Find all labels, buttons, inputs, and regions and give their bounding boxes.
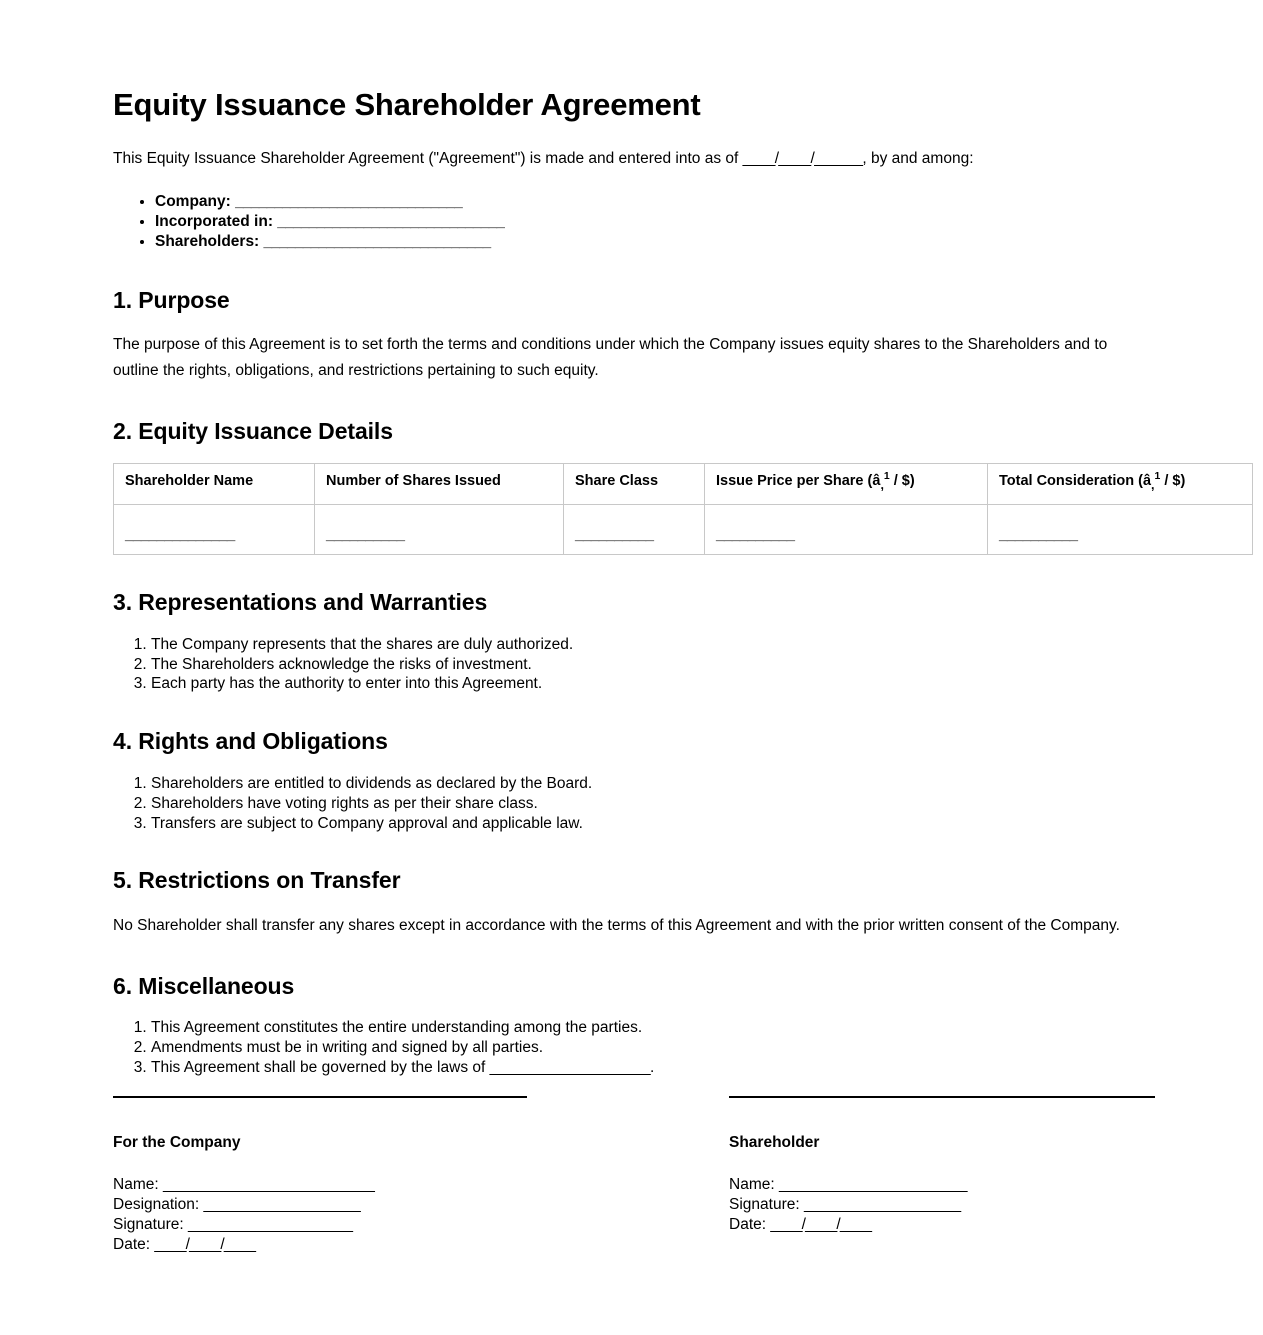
cell-issue-price xyxy=(705,505,988,555)
list-item-incorporated-in xyxy=(155,212,1150,232)
cell-number-of-shares xyxy=(315,505,564,555)
cell-issue-price-blank[interactable]: __________ xyxy=(716,526,795,544)
party-list xyxy=(113,192,1150,253)
governing-law-suffix: . xyxy=(650,1058,655,1076)
issue-price-text: Issue Price per Share ( xyxy=(716,473,873,490)
list-item: 3. Transfers are subject to Company approval and applicable law. xyxy=(151,814,1150,834)
shareholder-signature-blank[interactable]: ____________________ xyxy=(803,1195,961,1213)
signature-role-company: For the Company xyxy=(113,1134,241,1151)
incorporated-in-blank[interactable]: _____________________________ xyxy=(277,212,505,230)
signature-fields-company xyxy=(113,1175,527,1256)
equity-issuance-table xyxy=(113,463,1253,555)
signature-block-company xyxy=(113,1096,527,1255)
representations-list xyxy=(113,635,1150,694)
signature-rule-shareholder xyxy=(729,1096,1155,1098)
list-item: 2. The Shareholders acknowledge the risks of investment. xyxy=(151,655,1150,675)
cell-total-consideration xyxy=(988,505,1253,555)
company-signature-blank[interactable]: _____________________ xyxy=(187,1215,353,1233)
company-name-field xyxy=(113,1175,527,1195)
currency-mojibake-superscript-one-2: 1 xyxy=(1154,471,1161,483)
company-date-field xyxy=(113,1235,527,1255)
currency-mojibake-comma-2: , xyxy=(1151,478,1155,493)
section-heading-rights: 4. Rights and Obligations xyxy=(113,728,388,755)
currency-suffix-dollar-2: / $) xyxy=(1160,473,1186,490)
cell-total-consideration-blank[interactable]: __________ xyxy=(999,526,1078,544)
currency-mojibake-a-circumflex: â xyxy=(872,473,881,490)
currency-mojibake-superscript-one: 1 xyxy=(883,471,890,483)
cell-shareholder-name xyxy=(114,505,315,555)
miscellaneous-list xyxy=(113,1018,1150,1077)
column-header-total-consideration xyxy=(988,464,1253,505)
list-item-governing-law xyxy=(151,1058,1150,1078)
currency-mojibake-a-circumflex-2: â xyxy=(1142,473,1152,490)
section-heading-miscellaneous: 6. Miscellaneous xyxy=(113,972,295,999)
agreement-date-blank[interactable]: ____/____/______ xyxy=(742,149,863,167)
list-item-shareholders xyxy=(155,232,1150,252)
table-header xyxy=(114,464,1253,505)
cell-number-of-shares-blank[interactable]: __________ xyxy=(326,526,405,544)
rights-list xyxy=(113,774,1150,833)
intro-prefix-text: This Equity Issuance Shareholder Agreement ("Agreement") is made and entered into as of xyxy=(113,149,743,167)
governing-law-blank[interactable]: ____________________ xyxy=(489,1058,651,1076)
shareholder-signature-field xyxy=(729,1195,1155,1215)
cell-shareholder-name-blank[interactable]: ______________ xyxy=(125,526,235,544)
currency-mojibake-comma: , xyxy=(880,478,884,493)
list-item: 3. Each party has the authority to enter into this Agreement. xyxy=(151,674,1150,694)
company-signature-field xyxy=(113,1215,527,1235)
shareholder-date-field xyxy=(729,1215,1155,1235)
cell-share-class-blank[interactable]: __________ xyxy=(575,526,654,544)
company-designation-label: Designation: xyxy=(113,1195,204,1213)
company-date-blank[interactable]: ____/____/____ xyxy=(154,1236,256,1254)
company-name-blank[interactable]: ___________________________ xyxy=(162,1175,375,1193)
total-consideration-text: Total Consideration ( xyxy=(999,473,1143,490)
shareholders-blank[interactable]: _____________________________ xyxy=(263,233,491,251)
table-header-row xyxy=(114,464,1253,505)
company-signature-label: Signature: xyxy=(113,1215,188,1233)
intro-suffix-text: , by and among: xyxy=(862,149,974,167)
column-header-share-class: Share Class xyxy=(564,464,705,505)
column-header-shareholder-name: Shareholder Name xyxy=(114,464,315,505)
shareholder-name-label: Name: xyxy=(729,1175,779,1193)
signature-area xyxy=(113,1096,1155,1255)
governing-law-prefix: This Agreement shall be governed by the laws of xyxy=(151,1058,490,1076)
company-date-label: Date: xyxy=(113,1236,155,1254)
signature-rule-company xyxy=(113,1096,527,1098)
company-designation-field xyxy=(113,1195,527,1215)
table-body xyxy=(114,505,1253,555)
intro-paragraph xyxy=(113,147,1150,172)
section-heading-equity-details: 2. Equity Issuance Details xyxy=(113,417,393,444)
company-blank[interactable]: _____________________________ xyxy=(235,192,462,210)
signature-block-shareholder xyxy=(729,1096,1155,1255)
column-header-issue-price-per-share xyxy=(705,464,988,505)
signature-role-shareholder: Shareholder xyxy=(729,1134,820,1151)
shareholder-signature-label: Signature: xyxy=(729,1195,804,1213)
list-item: 1. This Agreement constitutes the entire understanding among the parties. xyxy=(151,1018,1150,1038)
company-designation-blank[interactable]: ____________________ xyxy=(203,1195,360,1213)
column-header-number-of-shares: Number of Shares Issued xyxy=(315,464,564,505)
shareholder-name-blank[interactable]: ________________________ xyxy=(778,1175,967,1193)
company-label: Company: xyxy=(155,192,231,210)
company-name-label: Name: xyxy=(113,1175,163,1193)
shareholders-label: Shareholders: xyxy=(155,233,260,251)
page-title: Equity Issuance Shareholder Agreement xyxy=(113,87,701,122)
section-heading-representations: 3. Representations and Warranties xyxy=(113,589,488,616)
incorporated-in-label: Incorporated in: xyxy=(155,212,273,230)
signature-fields-shareholder xyxy=(729,1175,1155,1235)
list-item: 2. Amendments must be in writing and signed by all parties. xyxy=(151,1038,1150,1058)
list-item: 1. The Company represents that the shares are duly authorized. xyxy=(151,635,1150,655)
list-item: 1. Shareholders are entitled to dividends as declared by the Board. xyxy=(151,774,1150,794)
section-heading-purpose: 1. Purpose xyxy=(113,286,230,313)
section-body-restrictions: No Shareholder shall transfer any shares except in accordance with the terms of this Agreement and with the prior written consent of the Company. xyxy=(113,916,1120,934)
list-item: 2. Shareholders have voting rights as per their share class. xyxy=(151,794,1150,814)
shareholder-date-label: Date: xyxy=(729,1215,771,1233)
shareholder-date-blank[interactable]: ____/____/____ xyxy=(770,1215,872,1233)
currency-suffix-dollar: / $) xyxy=(889,473,915,490)
section-heading-restrictions: 5. Restrictions on Transfer xyxy=(113,867,401,894)
shareholder-name-field xyxy=(729,1175,1155,1195)
cell-share-class xyxy=(564,505,705,555)
table-row xyxy=(114,505,1253,555)
section-body-purpose: The purpose of this Agreement is to set forth the terms and conditions under which the Company issues equity shares to the Shareholders and to outline the rights, obligations, and restrictions pertaining to such equity. xyxy=(113,336,1108,380)
list-item-company xyxy=(155,192,1150,212)
